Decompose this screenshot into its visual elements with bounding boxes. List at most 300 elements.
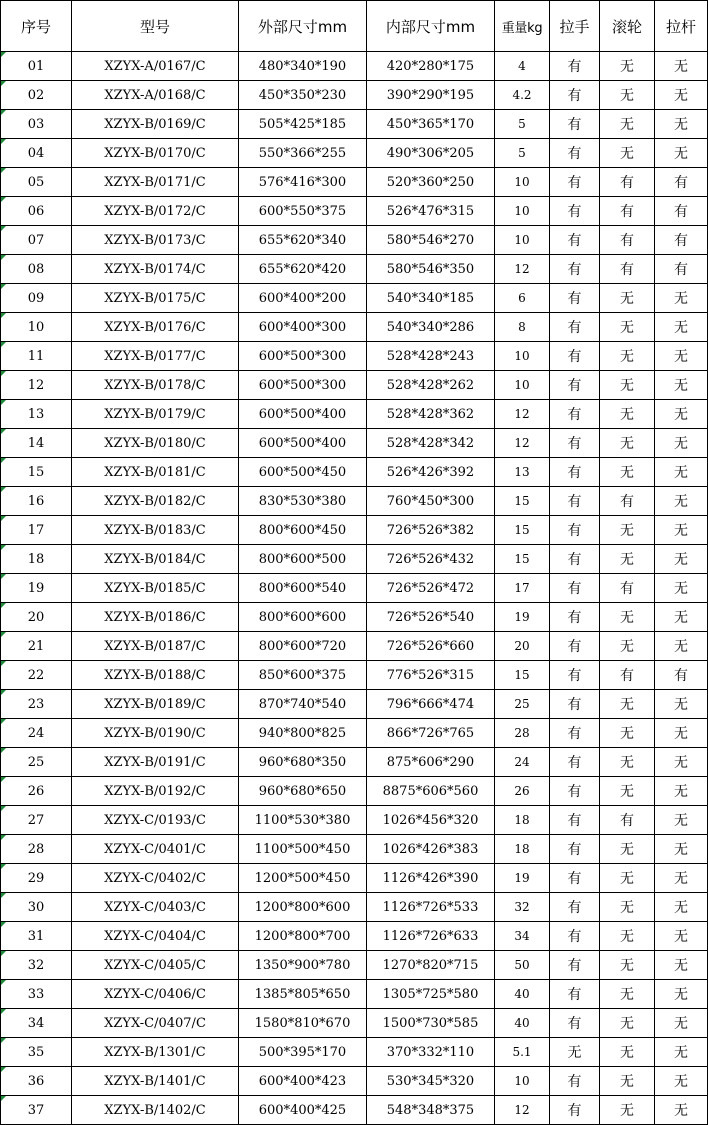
cell-model: XZYX-B/0179/C: [72, 400, 239, 429]
cell-seq: 25: [1, 748, 72, 777]
cell-inner-size: 530*345*320: [367, 1067, 495, 1096]
cell-seq: 30: [1, 893, 72, 922]
cell-model: XZYX-B/0183/C: [72, 516, 239, 545]
cell-inner-size: 540*340*286: [367, 313, 495, 342]
table-row: [1, 516, 708, 545]
cell-weight: 10: [495, 342, 550, 371]
cell-inner-size: 726*526*660: [367, 632, 495, 661]
cell-rod: 无: [655, 719, 708, 748]
cell-seq: 04: [1, 139, 72, 168]
cell-outer-size: 600*400*425: [239, 1096, 367, 1125]
cell-wheel: 无: [600, 429, 655, 458]
table-row: [1, 487, 708, 516]
cell-handle: 有: [550, 690, 600, 719]
cell-model: XZYX-B/0182/C: [72, 487, 239, 516]
cell-seq: 34: [1, 1009, 72, 1038]
cell-seq: 12: [1, 371, 72, 400]
cell-rod: 无: [655, 429, 708, 458]
table-row: [1, 342, 708, 371]
cell-rod: 无: [655, 342, 708, 371]
cell-outer-size: 850*600*375: [239, 661, 367, 690]
cell-model: XZYX-C/0406/C: [72, 980, 239, 1009]
cell-weight: 10: [495, 168, 550, 197]
cell-rod: 无: [655, 980, 708, 1009]
cell-seq: 31: [1, 922, 72, 951]
cell-seq: 17: [1, 516, 72, 545]
cell-rod: 有: [655, 168, 708, 197]
cell-rod: 无: [655, 400, 708, 429]
cell-weight: 12: [495, 429, 550, 458]
table-row: [1, 748, 708, 777]
cell-weight: 25: [495, 690, 550, 719]
cell-wheel: 无: [600, 458, 655, 487]
header-model: 型号: [72, 1, 239, 52]
cell-handle: 有: [550, 980, 600, 1009]
cell-model: XZYX-C/0404/C: [72, 922, 239, 951]
cell-inner-size: 726*526*472: [367, 574, 495, 603]
header-rod: 拉杆: [655, 1, 708, 52]
header-wheel: 滚轮: [600, 1, 655, 52]
cell-wheel: 有: [600, 806, 655, 835]
cell-wheel: 无: [600, 371, 655, 400]
cell-rod: 无: [655, 777, 708, 806]
table-row: [1, 690, 708, 719]
cell-model: XZYX-B/0186/C: [72, 603, 239, 632]
cell-rod: 无: [655, 864, 708, 893]
cell-wheel: 无: [600, 690, 655, 719]
cell-weight: 15: [495, 516, 550, 545]
cell-rod: 有: [655, 197, 708, 226]
cell-rod: 无: [655, 632, 708, 661]
table-row: [1, 893, 708, 922]
cell-weight: 10: [495, 226, 550, 255]
cell-rod: 无: [655, 371, 708, 400]
cell-handle: 有: [550, 313, 600, 342]
table-header: [1, 1, 708, 52]
cell-weight: 20: [495, 632, 550, 661]
cell-rod: 无: [655, 603, 708, 632]
cell-inner-size: 1126*726*633: [367, 922, 495, 951]
cell-outer-size: 1100*500*450: [239, 835, 367, 864]
cell-handle: 有: [550, 835, 600, 864]
cell-model: XZYX-B/0191/C: [72, 748, 239, 777]
cell-wheel: 有: [600, 226, 655, 255]
cell-outer-size: 960*680*650: [239, 777, 367, 806]
cell-weight: 12: [495, 255, 550, 284]
cell-handle: 有: [550, 487, 600, 516]
cell-wheel: 无: [600, 545, 655, 574]
cell-seq: 10: [1, 313, 72, 342]
cell-model: XZYX-B/0190/C: [72, 719, 239, 748]
cell-wheel: 无: [600, 400, 655, 429]
cell-handle: 无: [550, 1038, 600, 1067]
cell-rod: 无: [655, 1009, 708, 1038]
cell-weight: 5: [495, 139, 550, 168]
table-row: [1, 574, 708, 603]
cell-outer-size: 800*600*540: [239, 574, 367, 603]
cell-outer-size: 1385*805*650: [239, 980, 367, 1009]
cell-inner-size: 1126*426*390: [367, 864, 495, 893]
cell-handle: 有: [550, 661, 600, 690]
cell-seq: 29: [1, 864, 72, 893]
cell-weight: 10: [495, 371, 550, 400]
table-row: [1, 429, 708, 458]
cell-seq: 13: [1, 400, 72, 429]
cell-wheel: 无: [600, 864, 655, 893]
cell-wheel: 无: [600, 110, 655, 139]
table-row: [1, 719, 708, 748]
table-row: [1, 777, 708, 806]
cell-wheel: 无: [600, 342, 655, 371]
cell-model: XZYX-B/1301/C: [72, 1038, 239, 1067]
cell-model: XZYX-B/0174/C: [72, 255, 239, 284]
cell-outer-size: 600*500*400: [239, 429, 367, 458]
cell-inner-size: 390*290*195: [367, 81, 495, 110]
cell-seq: 18: [1, 545, 72, 574]
cell-rod: 无: [655, 1067, 708, 1096]
cell-weight: 8: [495, 313, 550, 342]
cell-inner-size: 420*280*175: [367, 52, 495, 81]
cell-seq: 06: [1, 197, 72, 226]
cell-inner-size: 8875*606*560: [367, 777, 495, 806]
cell-inner-size: 490*306*205: [367, 139, 495, 168]
cell-wheel: 无: [600, 1009, 655, 1038]
table-row: [1, 313, 708, 342]
cell-handle: 有: [550, 719, 600, 748]
table-row: [1, 1009, 708, 1038]
cell-handle: 有: [550, 893, 600, 922]
cell-handle: 有: [550, 922, 600, 951]
cell-inner-size: 1026*456*320: [367, 806, 495, 835]
cell-weight: 19: [495, 603, 550, 632]
cell-outer-size: 600*400*200: [239, 284, 367, 313]
cell-rod: 无: [655, 81, 708, 110]
cell-wheel: 无: [600, 632, 655, 661]
cell-model: XZYX-B/0172/C: [72, 197, 239, 226]
cell-weight: 12: [495, 1096, 550, 1125]
cell-outer-size: 600*400*300: [239, 313, 367, 342]
cell-outer-size: 655*620*340: [239, 226, 367, 255]
cell-wheel: 有: [600, 255, 655, 284]
cell-outer-size: 500*395*170: [239, 1038, 367, 1067]
cell-weight: 15: [495, 487, 550, 516]
cell-inner-size: 526*426*392: [367, 458, 495, 487]
cell-outer-size: 800*600*720: [239, 632, 367, 661]
cell-seq: 16: [1, 487, 72, 516]
cell-handle: 有: [550, 603, 600, 632]
cell-wheel: 无: [600, 922, 655, 951]
cell-handle: 有: [550, 516, 600, 545]
cell-rod: 无: [655, 458, 708, 487]
table-row: [1, 1038, 708, 1067]
header-handle: 拉手: [550, 1, 600, 52]
cell-outer-size: 800*600*450: [239, 516, 367, 545]
cell-inner-size: 726*526*432: [367, 545, 495, 574]
cell-model: XZYX-B/0173/C: [72, 226, 239, 255]
cell-weight: 34: [495, 922, 550, 951]
cell-model: XZYX-A/0168/C: [72, 81, 239, 110]
cell-rod: 无: [655, 922, 708, 951]
cell-outer-size: 940*800*825: [239, 719, 367, 748]
cell-wheel: 无: [600, 284, 655, 313]
cell-inner-size: 866*726*765: [367, 719, 495, 748]
cell-weight: 10: [495, 1067, 550, 1096]
cell-wheel: 有: [600, 661, 655, 690]
cell-outer-size: 830*530*380: [239, 487, 367, 516]
cell-seq: 08: [1, 255, 72, 284]
cell-handle: 有: [550, 429, 600, 458]
cell-wheel: 无: [600, 81, 655, 110]
cell-rod: 无: [655, 487, 708, 516]
cell-handle: 有: [550, 574, 600, 603]
cell-outer-size: 1200*800*700: [239, 922, 367, 951]
cell-rod: 无: [655, 139, 708, 168]
table-row: [1, 400, 708, 429]
cell-seq: 07: [1, 226, 72, 255]
cell-weight: 5: [495, 110, 550, 139]
cell-wheel: 无: [600, 748, 655, 777]
cell-outer-size: 655*620*420: [239, 255, 367, 284]
cell-handle: 有: [550, 371, 600, 400]
cell-outer-size: 870*740*540: [239, 690, 367, 719]
cell-inner-size: 875*606*290: [367, 748, 495, 777]
cell-rod: 无: [655, 690, 708, 719]
cell-model: XZYX-B/0180/C: [72, 429, 239, 458]
table-row: [1, 661, 708, 690]
table-row: [1, 980, 708, 1009]
cell-outer-size: 505*425*185: [239, 110, 367, 139]
header-inner-size: 内部尺寸mm: [367, 1, 495, 52]
table-row: [1, 52, 708, 81]
table-row: [1, 603, 708, 632]
cell-weight: 15: [495, 545, 550, 574]
cell-handle: 有: [550, 342, 600, 371]
table-row: [1, 951, 708, 980]
cell-handle: 有: [550, 168, 600, 197]
cell-inner-size: 1270*820*715: [367, 951, 495, 980]
cell-outer-size: 800*600*600: [239, 603, 367, 632]
cell-model: XZYX-B/0184/C: [72, 545, 239, 574]
cell-handle: 有: [550, 284, 600, 313]
cell-model: XZYX-B/1402/C: [72, 1096, 239, 1125]
table-row: [1, 458, 708, 487]
cell-weight: 4: [495, 52, 550, 81]
cell-seq: 33: [1, 980, 72, 1009]
table-row: [1, 139, 708, 168]
cell-inner-size: 580*546*350: [367, 255, 495, 284]
cell-rod: 无: [655, 893, 708, 922]
cell-inner-size: 726*526*540: [367, 603, 495, 632]
cell-outer-size: 576*416*300: [239, 168, 367, 197]
cell-outer-size: 450*350*230: [239, 81, 367, 110]
cell-handle: 有: [550, 110, 600, 139]
cell-outer-size: 1580*810*670: [239, 1009, 367, 1038]
cell-inner-size: 1500*730*585: [367, 1009, 495, 1038]
cell-rod: 无: [655, 748, 708, 777]
cell-rod: 无: [655, 110, 708, 139]
cell-seq: 11: [1, 342, 72, 371]
cell-model: XZYX-C/0401/C: [72, 835, 239, 864]
cell-wheel: 有: [600, 487, 655, 516]
cell-inner-size: 528*428*362: [367, 400, 495, 429]
cell-outer-size: 600*400*423: [239, 1067, 367, 1096]
table-row: [1, 226, 708, 255]
header-row: [1, 1, 708, 52]
table-row: [1, 545, 708, 574]
cell-weight: 15: [495, 661, 550, 690]
cell-handle: 有: [550, 864, 600, 893]
table-row: [1, 110, 708, 139]
cell-handle: 有: [550, 400, 600, 429]
cell-seq: 15: [1, 458, 72, 487]
cell-weight: 32: [495, 893, 550, 922]
cell-inner-size: 776*526*315: [367, 661, 495, 690]
cell-inner-size: 760*450*300: [367, 487, 495, 516]
table-row: [1, 835, 708, 864]
table-row: [1, 81, 708, 110]
cell-seq: 01: [1, 52, 72, 81]
cell-wheel: 无: [600, 516, 655, 545]
cell-model: XZYX-B/0188/C: [72, 661, 239, 690]
table-row: [1, 632, 708, 661]
cell-handle: 有: [550, 458, 600, 487]
cell-model: XZYX-B/0171/C: [72, 168, 239, 197]
cell-outer-size: 480*340*190: [239, 52, 367, 81]
header-weight: 重量kg: [495, 1, 550, 52]
cell-outer-size: 1350*900*780: [239, 951, 367, 980]
table-row: [1, 255, 708, 284]
cell-wheel: 无: [600, 1096, 655, 1125]
cell-model: XZYX-A/0167/C: [72, 52, 239, 81]
cell-weight: 17: [495, 574, 550, 603]
cell-seq: 26: [1, 777, 72, 806]
table-row: [1, 864, 708, 893]
cell-inner-size: 726*526*382: [367, 516, 495, 545]
cell-weight: 19: [495, 864, 550, 893]
cell-inner-size: 1026*426*383: [367, 835, 495, 864]
cell-handle: 有: [550, 139, 600, 168]
cell-handle: 有: [550, 1067, 600, 1096]
cell-wheel: 有: [600, 197, 655, 226]
cell-handle: 有: [550, 545, 600, 574]
cell-weight: 4.2: [495, 81, 550, 110]
cell-rod: 无: [655, 284, 708, 313]
cell-seq: 22: [1, 661, 72, 690]
cell-wheel: 有: [600, 168, 655, 197]
cell-handle: 有: [550, 52, 600, 81]
cell-seq: 21: [1, 632, 72, 661]
table-row: [1, 1067, 708, 1096]
cell-seq: 35: [1, 1038, 72, 1067]
cell-weight: 6: [495, 284, 550, 313]
table-row: [1, 922, 708, 951]
cell-inner-size: 528*428*342: [367, 429, 495, 458]
cell-outer-size: 960*680*350: [239, 748, 367, 777]
cell-rod: 无: [655, 313, 708, 342]
cell-rod: 无: [655, 1096, 708, 1125]
cell-wheel: 有: [600, 574, 655, 603]
cell-handle: 有: [550, 1096, 600, 1125]
cell-handle: 有: [550, 748, 600, 777]
cell-rod: 无: [655, 806, 708, 835]
cell-model: XZYX-B/1401/C: [72, 1067, 239, 1096]
cell-weight: 18: [495, 806, 550, 835]
cell-weight: 40: [495, 980, 550, 1009]
cell-wheel: 无: [600, 719, 655, 748]
cell-outer-size: 600*500*300: [239, 342, 367, 371]
table-row: [1, 197, 708, 226]
cell-weight: 18: [495, 835, 550, 864]
cell-handle: 有: [550, 81, 600, 110]
cell-inner-size: 540*340*185: [367, 284, 495, 313]
cell-inner-size: 548*348*375: [367, 1096, 495, 1125]
cell-rod: 无: [655, 835, 708, 864]
cell-outer-size: 1200*500*450: [239, 864, 367, 893]
cell-inner-size: 450*365*170: [367, 110, 495, 139]
cell-seq: 24: [1, 719, 72, 748]
table-row: [1, 371, 708, 400]
table-row: [1, 284, 708, 313]
cell-handle: 有: [550, 777, 600, 806]
cell-model: XZYX-C/0407/C: [72, 1009, 239, 1038]
cell-outer-size: 550*366*255: [239, 139, 367, 168]
cell-seq: 37: [1, 1096, 72, 1125]
cell-rod: 有: [655, 226, 708, 255]
cell-outer-size: 600*500*300: [239, 371, 367, 400]
cell-model: XZYX-B/0176/C: [72, 313, 239, 342]
cell-wheel: 无: [600, 603, 655, 632]
cell-wheel: 无: [600, 835, 655, 864]
cell-seq: 20: [1, 603, 72, 632]
cell-seq: 19: [1, 574, 72, 603]
cell-handle: 有: [550, 632, 600, 661]
cell-outer-size: 600*500*450: [239, 458, 367, 487]
cell-outer-size: 600*500*400: [239, 400, 367, 429]
cell-seq: 23: [1, 690, 72, 719]
cell-seq: 09: [1, 284, 72, 313]
cell-wheel: 无: [600, 1067, 655, 1096]
cell-inner-size: 520*360*250: [367, 168, 495, 197]
cell-inner-size: 1126*726*533: [367, 893, 495, 922]
cell-handle: 有: [550, 951, 600, 980]
cell-rod: 有: [655, 661, 708, 690]
cell-inner-size: 526*476*315: [367, 197, 495, 226]
cell-inner-size: 580*546*270: [367, 226, 495, 255]
cell-model: XZYX-B/0175/C: [72, 284, 239, 313]
cell-wheel: 无: [600, 313, 655, 342]
cell-model: XZYX-C/0193/C: [72, 806, 239, 835]
cell-handle: 有: [550, 255, 600, 284]
cell-rod: 有: [655, 255, 708, 284]
cell-wheel: 无: [600, 893, 655, 922]
cell-weight: 28: [495, 719, 550, 748]
cell-weight: 24: [495, 748, 550, 777]
cell-rod: 无: [655, 574, 708, 603]
cell-wheel: 无: [600, 139, 655, 168]
cell-rod: 无: [655, 545, 708, 574]
cell-model: XZYX-B/0187/C: [72, 632, 239, 661]
cell-model: XZYX-C/0402/C: [72, 864, 239, 893]
cell-rod: 无: [655, 1038, 708, 1067]
cell-wheel: 无: [600, 777, 655, 806]
cell-rod: 无: [655, 52, 708, 81]
cell-seq: 27: [1, 806, 72, 835]
cell-wheel: 无: [600, 980, 655, 1009]
cell-model: XZYX-B/0185/C: [72, 574, 239, 603]
cell-wheel: 无: [600, 1038, 655, 1067]
cell-inner-size: 528*428*262: [367, 371, 495, 400]
cell-inner-size: 528*428*243: [367, 342, 495, 371]
